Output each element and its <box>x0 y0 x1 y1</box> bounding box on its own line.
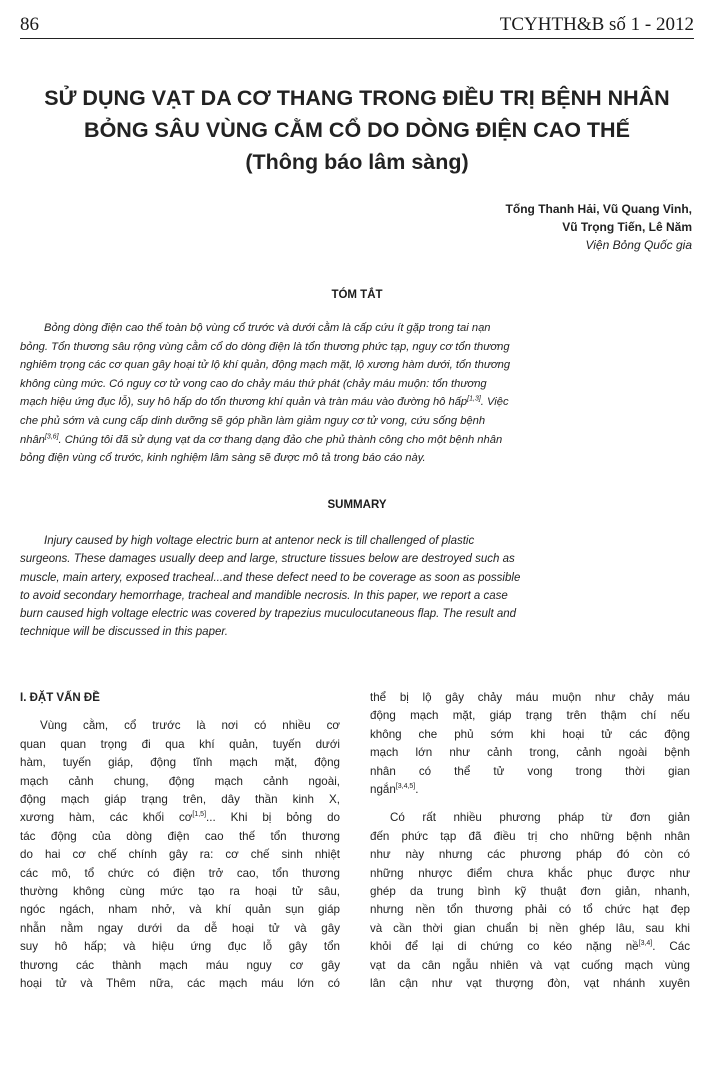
summary-line: burn caused high voltage electric was covered by trapezius muculocutaneous flap. The result and <box>20 608 517 621</box>
tomtat-text: . Việc <box>480 396 509 409</box>
body-line: như này nhưng các phương pháp đó còn có <box>370 848 690 862</box>
article-title <box>20 82 694 178</box>
right-column <box>370 689 690 994</box>
body-line: mạch cảnh chung, động mạch cảnh ngoài, <box>20 774 340 788</box>
tomtat-heading: TÓM TẮT <box>331 289 383 301</box>
body-text: khỏi để lại di chứng co kéo nặng nề <box>370 940 639 954</box>
body-columns <box>20 689 694 1073</box>
summary-line: to avoid secondary hemorrhage, tracheal and mandible necrosis. In this paper, we report a case <box>20 589 508 602</box>
body-line: động mạch mặt, giáp trạng trên thậm chí nếu <box>370 709 690 723</box>
body-line: Vùng cằm, cổ trước là nơi có nhiều cơ <box>40 719 340 733</box>
body-line: ghép da trung bình kỹ thuật đơn giản, nhanh, <box>370 885 690 899</box>
tomtat-text: mạch hiệu ứng đục lỗ), suy hô hấp do tổn thương khí quản và tràn máu vào đường hô hấp <box>20 396 468 409</box>
tomtat-text: nhân <box>20 433 45 446</box>
body-line <box>370 781 690 799</box>
body-line: tác động của dòng điện cao thế tổn thương <box>20 829 340 843</box>
summary-line: Injury caused by high voltage electric burn at antenor neck is till challenged of plastic <box>44 535 475 547</box>
authors-line-1: Tống Thanh Hải, Vũ Quang Vinh, <box>505 202 692 216</box>
body-line: hàm, tuyến giáp, động tĩnh mạch mặt, động <box>20 756 340 770</box>
body-text: ngắn <box>370 783 396 797</box>
body-line: ngóc ngách, nham nhở, và khí quản sụn giáp <box>20 903 340 917</box>
tomtat-line <box>20 393 694 412</box>
body-line: các mô, tổ chức có điện trở cao, tổn thương <box>20 866 340 880</box>
body-line: nhân có thể tử vong trong thời gian <box>370 764 690 778</box>
body-line: thường không cùng mức tạo ra hoại tử sâu, <box>20 885 340 899</box>
tomtat-line: bỏng. Tổn thương sâu rộng vùng cằm cổ do dòng điện là tổn thương phức tạp, nguy cơ tổn thương <box>20 340 510 353</box>
title-subtitle: (Thông báo lâm sàng) <box>245 150 469 174</box>
body-line: thể bị lộ gây chảy máu muộn như chảy máu <box>370 691 690 704</box>
tomtat-text: . Chúng tôi đã sử dụng vạt da cơ thang dạng đảo che phủ thành công cho một bệnh nhân <box>58 433 503 446</box>
citation: [3,6] <box>44 432 59 440</box>
tomtat-line <box>20 431 694 450</box>
tomtat-abstract <box>20 319 694 468</box>
body-line: suy hô hấp; và hiệu ứng đục lỗ gây tổn <box>20 940 340 954</box>
body-line: Có rất nhiều phương pháp từ đơn giản <box>390 811 690 825</box>
body-line: hoại tử và Thêm nữa, các mạch máu lớn có <box>20 977 340 991</box>
tomtat-line: che phủ sớm và cung cấp dinh dưỡng sẽ góp phần làm giảm nguy cơ tử vong, cứu sống bệnh <box>20 414 486 427</box>
tomtat-line: nghiêm trọng các cơ quan gây hoại tử lộ khí quản, động mạch mặt, lộ xương hàm dưới, tổn thương <box>20 359 511 372</box>
body-line: thương các thành mạch máu nguy cơ gây <box>20 958 340 972</box>
tomtat-line: Bỏng dòng điện cao thế toàn bộ vùng cổ trước và dưới cằm là cấp cứu ít gặp trong tai nạn <box>44 322 491 334</box>
authors-line-2: Vũ Trọng Tiến, Lê Năm <box>562 220 692 234</box>
body-line <box>20 809 340 827</box>
citation: [3,4,5] <box>395 783 416 791</box>
left-column <box>20 689 340 994</box>
body-line: mạch lớn như cảnh trong, cảnh ngoài bệnh <box>370 746 690 760</box>
section-heading: I. ĐẶT VẤN ĐỀ <box>20 692 100 704</box>
body-line: vạt da cân ngẫu nhiên và vạt cuống mạch vùng <box>370 958 690 972</box>
title-line-2: BỎNG SÂU VÙNG CẰM CỔ DO DÒNG ĐIỆN CAO THẾ <box>84 118 630 142</box>
body-line: do hai cơ chế chính gây ra: cơ chế sinh nhiệt <box>20 848 340 862</box>
body-line: những nhược điểm chưa khắc phục được như <box>370 866 690 880</box>
author-block <box>506 200 692 254</box>
tomtat-line: bỏng điện vùng cổ trước, kinh nghiệm lâm sàng sẽ được mô tả trong báo cáo này. <box>20 452 426 465</box>
body-text: ... Khi bị bỏng do <box>206 811 340 825</box>
title-line-1: SỬ DỤNG VẠT DA CƠ THANG TRONG ĐIỀU TRỊ BỆNH NHÂN <box>44 86 670 110</box>
body-line: và cần thời gian chuẩn bị nền ghép lâu, sau khi <box>370 921 690 935</box>
page-number: 86 <box>20 14 39 35</box>
summary-line: surgeons. These damages usually deep and large, structure tissues below are destroyed such as <box>20 553 515 566</box>
body-text: xương hàm, các khối cơ <box>20 811 193 825</box>
body-line <box>370 938 690 956</box>
tomtat-line: không cùng mức. Có nguy cơ tử vong cao do chảy máu thứ phát (chảy máu muộn: tổn thương <box>20 377 487 390</box>
summary-line: muscle, main artery, exposed tracheal...and these defect need to be coverage as soon as possible <box>20 571 521 584</box>
body-text: . Các <box>652 940 690 954</box>
affiliation: Viện Bỏng Quốc gia <box>585 238 692 252</box>
body-line: quan quan trọng đi qua khí quản, tuyến dưới <box>20 737 340 751</box>
summary-abstract <box>20 532 694 642</box>
summary-line: technique will be discussed in this paper. <box>20 626 228 639</box>
citation: [1,3] <box>467 395 481 403</box>
body-line: không che phủ sớm khi hoại tử các động <box>370 727 690 741</box>
citation: [3,4] <box>638 940 653 948</box>
body-line: nhẫn nằm ngay dưới da dễ hoại tử và gây <box>20 921 340 935</box>
body-text: . <box>415 783 419 797</box>
body-line: lân cận như vạt thượng đòn, vạt nhánh xuyên <box>370 977 690 991</box>
journal-issue: TCYHTH&B số 1 - 2012 <box>499 14 694 35</box>
running-header <box>20 14 694 39</box>
body-line: nhưng nền tổn thương phải có tổ chức hạt đẹp <box>370 903 690 917</box>
citation: [1,5] <box>192 811 207 819</box>
body-line: động mạch giáp trạng trên, dây thần kinh X, <box>20 793 340 807</box>
summary-heading: SUMMARY <box>327 499 387 511</box>
paragraph-gap <box>370 799 690 809</box>
body-line: đến phức tạp đã điều trị cho những bệnh nhân <box>370 829 690 843</box>
